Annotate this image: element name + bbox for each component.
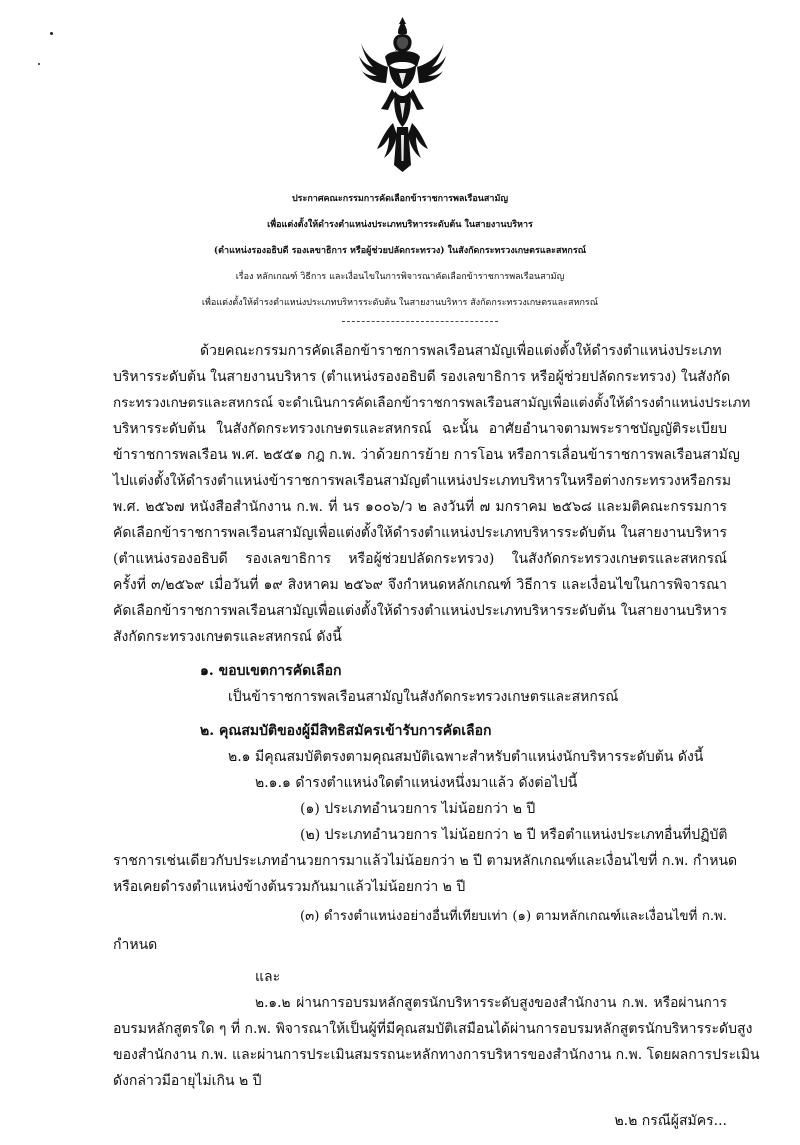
intro-line: กระทรวงเกษตรและสหกรณ์ จะดำเนินการคัดเลือกข้าราชการพลเรือนสามัญเพื่อแต่งตั้งให้ดำรงตำแหน่งประเภท: [113, 395, 751, 411]
item-3-line-2: กำหนด: [113, 937, 158, 953]
document-header: [0, 186, 800, 316]
item-2-line-1: (๒) ประเภทอำนวยการ ไม่น้อยกว่า ๒ ปี หรือตำแหน่งประเภทอื่นที่ปฏิบัติ: [300, 827, 728, 843]
item-1: (๑) ประเภทอำนวยการ ไม่น้อยกว่า ๒ ปี: [300, 801, 536, 817]
garuda-emblem-icon: [355, 15, 450, 175]
page-continuation: ๒.๒ กรณีผู้สมัคร...: [614, 1113, 727, 1129]
scan-speck: [50, 32, 53, 35]
item-2-line-2: ราชการเช่นเดียวกับประเภทอำนวยการมาแล้วไม่น้อยกว่า ๒ ปี ตามหลักเกณฑ์และเงื่อนไขที่ ก.พ. กำหนด: [113, 853, 738, 869]
header-subject-line-2: เพื่อแต่งตั้งให้ดำรงตำแหน่งประเภทบริหารระดับต้น ในสายงานบริหาร สังกัดกระทรวงเกษตรและสหกรณ์: [201, 298, 599, 308]
section-2-1-2-line-2: อบรมหลักสูตรใด ๆ ที่ ก.พ. พิจารณาให้เป็นผู้ที่มีคุณสมบัติเสมือนได้ผ่านการอบรมหลักสูตรนักบริหารระดับสูง: [113, 1021, 753, 1037]
section-1-heading: ๑. ขอบเขตการคัดเลือก: [200, 663, 342, 679]
item-2-line-3: หรือเคยดำรงตำแหน่งข้างต้นรวมกันมาแล้วไม่น้อยกว่า ๒ ปี: [113, 879, 466, 895]
header-subject-line-1: เรื่อง หลักเกณฑ์ วิธีการ และเงื่อนไขในการพิจารณาคัดเลือกข้าราชการพลเรือนสามัญ: [235, 272, 565, 282]
intro-line: (ตำแหน่งรองอธิบดี รองเลขาธิการ หรือผู้ช่วยปลัดกระทรวง) ในสังกัดกระทรวงเกษตรและสหกรณ์: [113, 551, 727, 567]
intro-line: พ.ศ. ๒๕๖๗ หนังสือสำนักงาน ก.พ. ที่ นร ๑๐๐๖/ว ๒ ลงวันที่ ๗ มกราคม ๒๕๖๘ และมติคณะกรรมการ: [113, 499, 727, 515]
section-2-1: ๒.๑ มีคุณสมบัติตรงตามคุณสมบัติเฉพาะสำหรับตำแหน่งนักบริหารระดับต้น ดังนี้: [228, 749, 704, 765]
section-2-1-2-line-1: ๒.๑.๒ ผ่านการอบรมหลักสูตรนักบริหารระดับสูงของสำนักงาน ก.พ. หรือผ่านการ: [255, 995, 727, 1011]
section-2-1-1: ๒.๑.๑ ดำรงตำแหน่งใดตำแหน่งหนึ่งมาแล้ว ดังต่อไปนี้: [255, 775, 578, 791]
section-2-heading: ๒. คุณสมบัติของผู้มีสิทธิสมัครเข้ารับการคัดเลือก: [200, 723, 492, 739]
intro-line: บริหารระดับต้น ในสายงานบริหาร (ตำแหน่งรองอธิบดี รองเลขาธิการ หรือผู้ช่วยปลัดกระทรวง) ในสังกัด: [113, 369, 731, 385]
intro-line: คัดเลือกข้าราชการพลเรือนสามัญเพื่อแต่งตั้งให้ดำรงตำแหน่งประเภทบริหารระดับต้น ในสายงานบริหาร: [113, 525, 727, 541]
intro-line: ครั้งที่ ๓/๒๕๖๙ เมื่อวันที่ ๑๙ สิงหาคม ๒๕๖๙ จึงกำหนดหลักเกณฑ์ วิธีการ และเงื่อนไขในการพิจารณา: [113, 577, 727, 593]
section-1-text: เป็นข้าราชการพลเรือนสามัญในสังกัดกระทรวงเกษตรและสหกรณ์: [228, 689, 619, 705]
section-2-1-2-line-4: ดังกล่าวมีอายุไม่เกิน ๒ ปี: [113, 1073, 262, 1089]
intro-line: คัดเลือกข้าราชการพลเรือนสามัญเพื่อแต่งตั้งให้ดำรงตำแหน่งประเภทบริหารระดับต้น ในสายงานบริหาร: [113, 603, 727, 619]
scan-speck: [38, 63, 40, 65]
intro-line: ไปแต่งตั้งให้ดำรงตำแหน่งข้าราชการพลเรือนสามัญตำแหน่งประเภทบริหารในหรือต่างกระทรวงหรือกรม: [113, 473, 732, 489]
header-divider: [342, 321, 498, 322]
intro-line: ข้าราชการพลเรือน พ.ศ. ๒๕๕๑ กฎ ก.พ. ว่าด้วยการย้าย การโอน หรือการเลื่อนข้าราชการพลเรือนสามัญ: [113, 447, 740, 463]
header-title-line-1: ประกาศคณะกรรมการคัดเลือกข้าราชการพลเรือนสามัญ: [291, 194, 509, 204]
intro-line: สังกัดกระทรวงเกษตรและสหกรณ์ ดังนี้: [113, 629, 342, 645]
item-3-line-1: (๓) ดำรงตำแหน่งอย่างอื่นที่เทียบเท่า (๑) ตามหลักเกณฑ์และเงื่อนไขที่ ก.พ.: [300, 909, 727, 924]
intro-line: บริหารระดับต้น ในสังกัดกระทรวงเกษตรและสหกรณ์ ฉะนั้น อาศัยอำนาจตามพระราชบัญญัติระเบียบ: [113, 421, 727, 437]
header-title-line-2: เพื่อแต่งตั้งให้ดำรงตำแหน่งประเภทบริหารระดับต้น ในสายงานบริหาร: [267, 220, 533, 230]
conjunction-and: และ: [255, 969, 281, 985]
header-title-line-3: (ตำแหน่งรองอธิบดี รองเลขาธิการ หรือผู้ช่วยปลัดกระทรวง) ในสังกัดกระทรวงเกษตรและสหกรณ์: [213, 246, 587, 256]
section-2-1-2-line-3: ของสำนักงาน ก.พ. และผ่านการประเมินสมรรถนะหลักทางการบริหารของสำนักงาน ก.พ. โดยผลการประเมิน: [113, 1047, 760, 1063]
intro-line: ด้วยคณะกรรมการคัดเลือกข้าราชการพลเรือนสามัญเพื่อแต่งตั้งให้ดำรงตำแหน่งประเภท: [200, 343, 722, 359]
